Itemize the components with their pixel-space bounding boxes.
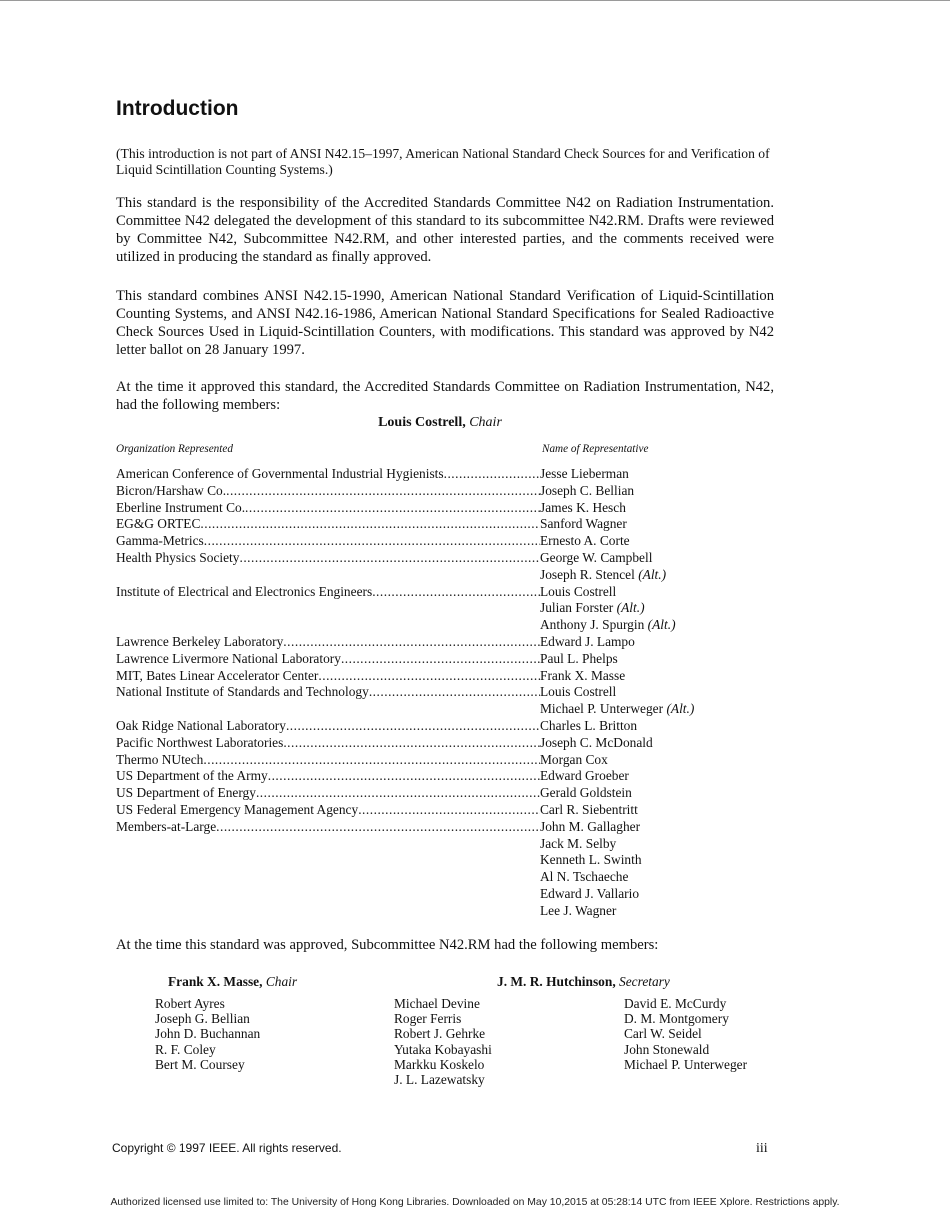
organization-name: MIT, Bates Linear Accelerator Center: [116, 667, 319, 683]
representative-name: Edward J. Vallario: [540, 885, 640, 901]
subcommittee-member: Robert Ayres: [155, 996, 225, 1011]
organization-name: US Federal Emergency Management Agency: [116, 801, 359, 817]
member-row: [116, 651, 694, 668]
member-row: [116, 584, 694, 601]
paragraph-responsibility: This standard is the responsibility of the Accredited Standards Committee N42 on Radiation Instrumentation. Committee N42 delegated the development of this standard to its subcommittee N42.RM. Drafts were reviewed by Committee N42, Subcommittee N42.RM, and other interested parties, and the comments received were utilized in producing the standard as finally approved.: [116, 195, 774, 265]
license-notice: Authorized licensed use limited to: The University of Hong Kong Libraries. Downloaded on May 10,2015 at 05:28:14 UTC from IEEE Xplore. Restrictions apply.: [110, 1197, 840, 1208]
representative-name: Gerald Goldstein: [540, 785, 632, 801]
organization-name: Health Physics Society: [116, 549, 240, 565]
representative-name: Morgan Cox: [540, 751, 608, 767]
member-representative: [540, 668, 625, 685]
organization-name: Institute of Electrical and Electronics Engineers: [116, 583, 373, 599]
page-number: iii: [756, 1141, 768, 1156]
dot-leader: [286, 718, 540, 735]
committee-chair-role: Chair: [469, 415, 502, 430]
member-row: [116, 668, 694, 685]
member-representative: [540, 516, 627, 533]
committee-member-list: [116, 466, 694, 920]
member-organization: [116, 567, 540, 584]
member-representative: [540, 819, 640, 836]
representative-name: George W. Campbell: [540, 549, 653, 565]
member-representative: [540, 617, 676, 634]
dot-leader: [444, 466, 540, 483]
paragraph-combines: This standard combines ANSI N42.15-1990, American National Standard Verification of Liquid-Scintillation Counting Systems, and ANSI N42.16-1986, American National Standard Specifications for Sealed Radioactive Check Sources Used in Liquid-Scintillation Counters, with modifications. This standard was approved by N42 letter ballot on 28 January 1997.: [116, 288, 774, 358]
member-representative: [540, 466, 629, 483]
member-row: [116, 516, 694, 533]
organization-name: US Department of Energy: [116, 785, 256, 801]
subcommittee-column-1: [155, 996, 260, 1072]
representative-name: Edward J. Lampo: [540, 633, 635, 649]
member-row: [116, 886, 694, 903]
organization-name: Lawrence Berkeley Laboratory: [116, 633, 284, 649]
subcommittee-chair-name: Frank X. Masse,: [168, 974, 263, 989]
member-organization: [116, 701, 540, 718]
representative-name: Anthony J. Spurgin: [540, 617, 645, 633]
member-representative: [540, 852, 642, 869]
member-representative: [540, 651, 618, 668]
representative-name: Louis Costrell: [540, 684, 617, 700]
member-organization: [116, 533, 540, 550]
organization-name: EG&G ORTEC: [116, 516, 201, 532]
representative-name: Kenneth L. Swinth: [540, 852, 642, 868]
member-organization: [116, 668, 540, 685]
member-representative: [540, 684, 616, 701]
subcommittee-member: Bert M. Coursey: [155, 1056, 245, 1072]
member-representative: [540, 735, 653, 752]
member-representative: [540, 500, 626, 517]
member-organization: [116, 886, 540, 903]
member-organization: [116, 516, 540, 533]
member-row: [116, 701, 694, 718]
subcommittee-member: Robert J. Gehrke: [394, 1026, 486, 1042]
member-organization: [116, 718, 540, 735]
organization-name: Bicron/Harshaw Co.: [116, 482, 227, 498]
member-organization: [116, 634, 540, 651]
representative-name: Charles L. Britton: [540, 717, 638, 733]
member-row: [116, 634, 694, 651]
member-row: [116, 483, 694, 500]
member-organization: [116, 617, 540, 634]
representative-name: Carl R. Siebentritt: [540, 801, 638, 817]
subcommittee-chair-role: Chair: [265, 974, 298, 989]
member-row: [116, 785, 694, 802]
member-representative: [540, 752, 608, 769]
member-organization: [116, 584, 540, 601]
subcommittee-secretary-name: J. M. R. Hutchinson,: [497, 974, 616, 989]
representative-name: Ernesto A. Corte: [540, 533, 630, 549]
alternate-marker: (Alt.): [638, 566, 667, 582]
dot-leader: [372, 584, 540, 601]
organization-name: Lawrence Livermore National Laboratory: [116, 650, 341, 666]
representative-name: Al N. Tschaeche: [540, 869, 629, 885]
member-representative: [540, 802, 638, 819]
member-row: [116, 903, 694, 920]
member-representative: [540, 836, 616, 853]
member-organization: [116, 600, 540, 617]
dot-leader: [369, 684, 540, 701]
subcommittee-column-3: [624, 996, 747, 1072]
member-representative: [540, 718, 637, 735]
member-row: [116, 567, 694, 584]
member-organization: [116, 550, 540, 567]
member-row: [116, 802, 694, 819]
subcommittee-chair: [168, 974, 297, 990]
dot-leader: [268, 768, 540, 785]
member-row: [116, 735, 694, 752]
representative-name: Lee J. Wagner: [540, 902, 617, 918]
member-representative: [540, 701, 694, 718]
member-organization: [116, 684, 540, 701]
representative-name: Jack M. Selby: [540, 835, 617, 851]
subcommittee-intro: At the time this standard was approved, Subcommittee N42.RM had the following members:: [116, 937, 659, 953]
member-representative: [540, 768, 629, 785]
committee-chair: [0, 415, 880, 431]
member-organization: [116, 768, 540, 785]
representative-name: Sanford Wagner: [540, 516, 627, 532]
dot-leader: [318, 668, 540, 685]
member-representative: [540, 600, 645, 617]
rep-column-header: Name of Representative: [542, 443, 649, 455]
member-organization: [116, 483, 540, 500]
intro-note: (This introduction is not part of ANSI N42.15–1997, American National Standard Check Sources for and Verification of Liquid Scintillation Counting Systems.): [116, 146, 770, 177]
organization-name: Eberline Instrument Co.: [116, 499, 246, 515]
subcommittee-member: D. M. Montgomery: [624, 1011, 729, 1027]
member-row: [116, 869, 694, 886]
subcommittee-member: Roger Ferris: [394, 1011, 462, 1027]
dot-leader: [245, 500, 540, 517]
organization-name: National Institute of Standards and Technology: [116, 684, 369, 700]
member-representative: [540, 584, 616, 601]
representative-name: James K. Hesch: [540, 499, 626, 515]
alternate-marker: (Alt.): [647, 617, 676, 633]
member-organization: [116, 819, 540, 836]
member-representative: [540, 483, 634, 500]
org-column-header: Organization Represented: [116, 443, 233, 455]
member-organization: [116, 466, 540, 483]
representative-name: Jesse Lieberman: [540, 466, 629, 481]
subcommittee-secretary-role: Secretary: [619, 974, 670, 989]
member-organization: [116, 836, 540, 853]
subcommittee-member: J. L. Lazewatsky: [394, 1072, 485, 1088]
representative-name: Joseph C. McDonald: [540, 734, 653, 750]
representative-name: John M. Gallagher: [540, 818, 641, 834]
member-row: [116, 533, 694, 550]
alternate-marker: (Alt.): [666, 701, 695, 717]
dot-leader: [283, 634, 540, 651]
member-organization: [116, 903, 540, 920]
member-organization: [116, 651, 540, 668]
member-row: [116, 550, 694, 567]
paragraph-members-intro: At the time it approved this standard, the Accredited Standards Committee on Radiation Instrumentation, N42, had the following members:: [116, 379, 774, 413]
dot-leader: [200, 516, 540, 533]
member-row: [116, 852, 694, 869]
dot-leader: [256, 785, 540, 802]
subcommittee-member: David E. McCurdy: [624, 996, 727, 1011]
member-representative: [540, 903, 616, 920]
representative-name: Joseph C. Bellian: [540, 482, 635, 498]
member-row: [116, 617, 694, 634]
organization-name: US Department of the Army: [116, 768, 268, 784]
member-row: [116, 500, 694, 517]
organization-name: Pacific Northwest Laboratories: [116, 734, 284, 750]
representative-name: Louis Costrell: [540, 583, 617, 599]
subcommittee-secretary: [497, 974, 670, 990]
member-representative: [540, 785, 632, 802]
member-representative: [540, 550, 652, 567]
organization-name: Members-at-Large: [116, 818, 217, 834]
representative-name: Frank X. Masse: [540, 667, 626, 683]
member-row: [116, 600, 694, 617]
subcommittee-member: John Stonewald: [624, 1041, 710, 1057]
member-row: [116, 466, 694, 483]
subcommittee-member: Michael Devine: [394, 996, 480, 1011]
dot-leader: [204, 533, 540, 550]
representative-name: Edward Groeber: [540, 768, 629, 784]
representative-name: Joseph R. Stencel: [540, 566, 635, 582]
subcommittee-member: Markku Koskelo: [394, 1056, 485, 1072]
organization-name: Thermo NUtech: [116, 751, 204, 767]
organization-name: Oak Ridge National Laboratory: [116, 717, 286, 733]
copyright-notice: Copyright © 1997 IEEE. All rights reserved.: [112, 1141, 342, 1155]
member-organization: [116, 802, 540, 819]
subcommittee-member: Carl W. Seidel: [624, 1026, 702, 1042]
dot-leader: [341, 651, 540, 668]
dot-leader: [283, 735, 540, 752]
committee-chair-name: Louis Costrell,: [378, 415, 466, 430]
subcommittee-member: John D. Buchannan: [155, 1026, 261, 1042]
dot-leader: [358, 802, 540, 819]
organization-name: Gamma-Metrics: [116, 533, 204, 549]
dot-leader: [226, 483, 540, 500]
dot-leader: [203, 752, 540, 769]
member-row: [116, 752, 694, 769]
subcommittee-member: Michael P. Unterweger: [624, 1056, 748, 1072]
alternate-marker: (Alt.): [616, 600, 645, 616]
member-representative: [540, 634, 635, 651]
member-organization: [116, 869, 540, 886]
member-organization: [116, 735, 540, 752]
member-row: [116, 684, 694, 701]
member-representative: [540, 886, 639, 903]
member-row: [116, 718, 694, 735]
member-representative: [540, 869, 628, 886]
member-row: [116, 836, 694, 853]
representative-name: Paul L. Phelps: [540, 650, 618, 666]
member-organization: [116, 785, 540, 802]
subcommittee-column-2: [394, 996, 492, 1087]
subcommittee-member: Joseph G. Bellian: [155, 1011, 250, 1027]
representative-name: Julian Forster: [540, 600, 614, 616]
subcommittee-member: Yutaka Kobayashi: [394, 1041, 492, 1057]
dot-leader: [239, 550, 540, 567]
page-title: Introduction: [116, 97, 239, 120]
member-organization: [116, 500, 540, 517]
organization-name: American Conference of Governmental Industrial Hygienists: [116, 466, 444, 481]
member-row: [116, 819, 694, 836]
top-rule: [0, 0, 950, 1]
member-representative: [540, 567, 666, 584]
member-organization: [116, 852, 540, 869]
member-row: [116, 768, 694, 785]
representative-name: Michael P. Unterweger: [540, 701, 664, 717]
dot-leader: [216, 819, 540, 836]
member-representative: [540, 533, 630, 550]
subcommittee-member: R. F. Coley: [155, 1041, 216, 1057]
member-organization: [116, 752, 540, 769]
